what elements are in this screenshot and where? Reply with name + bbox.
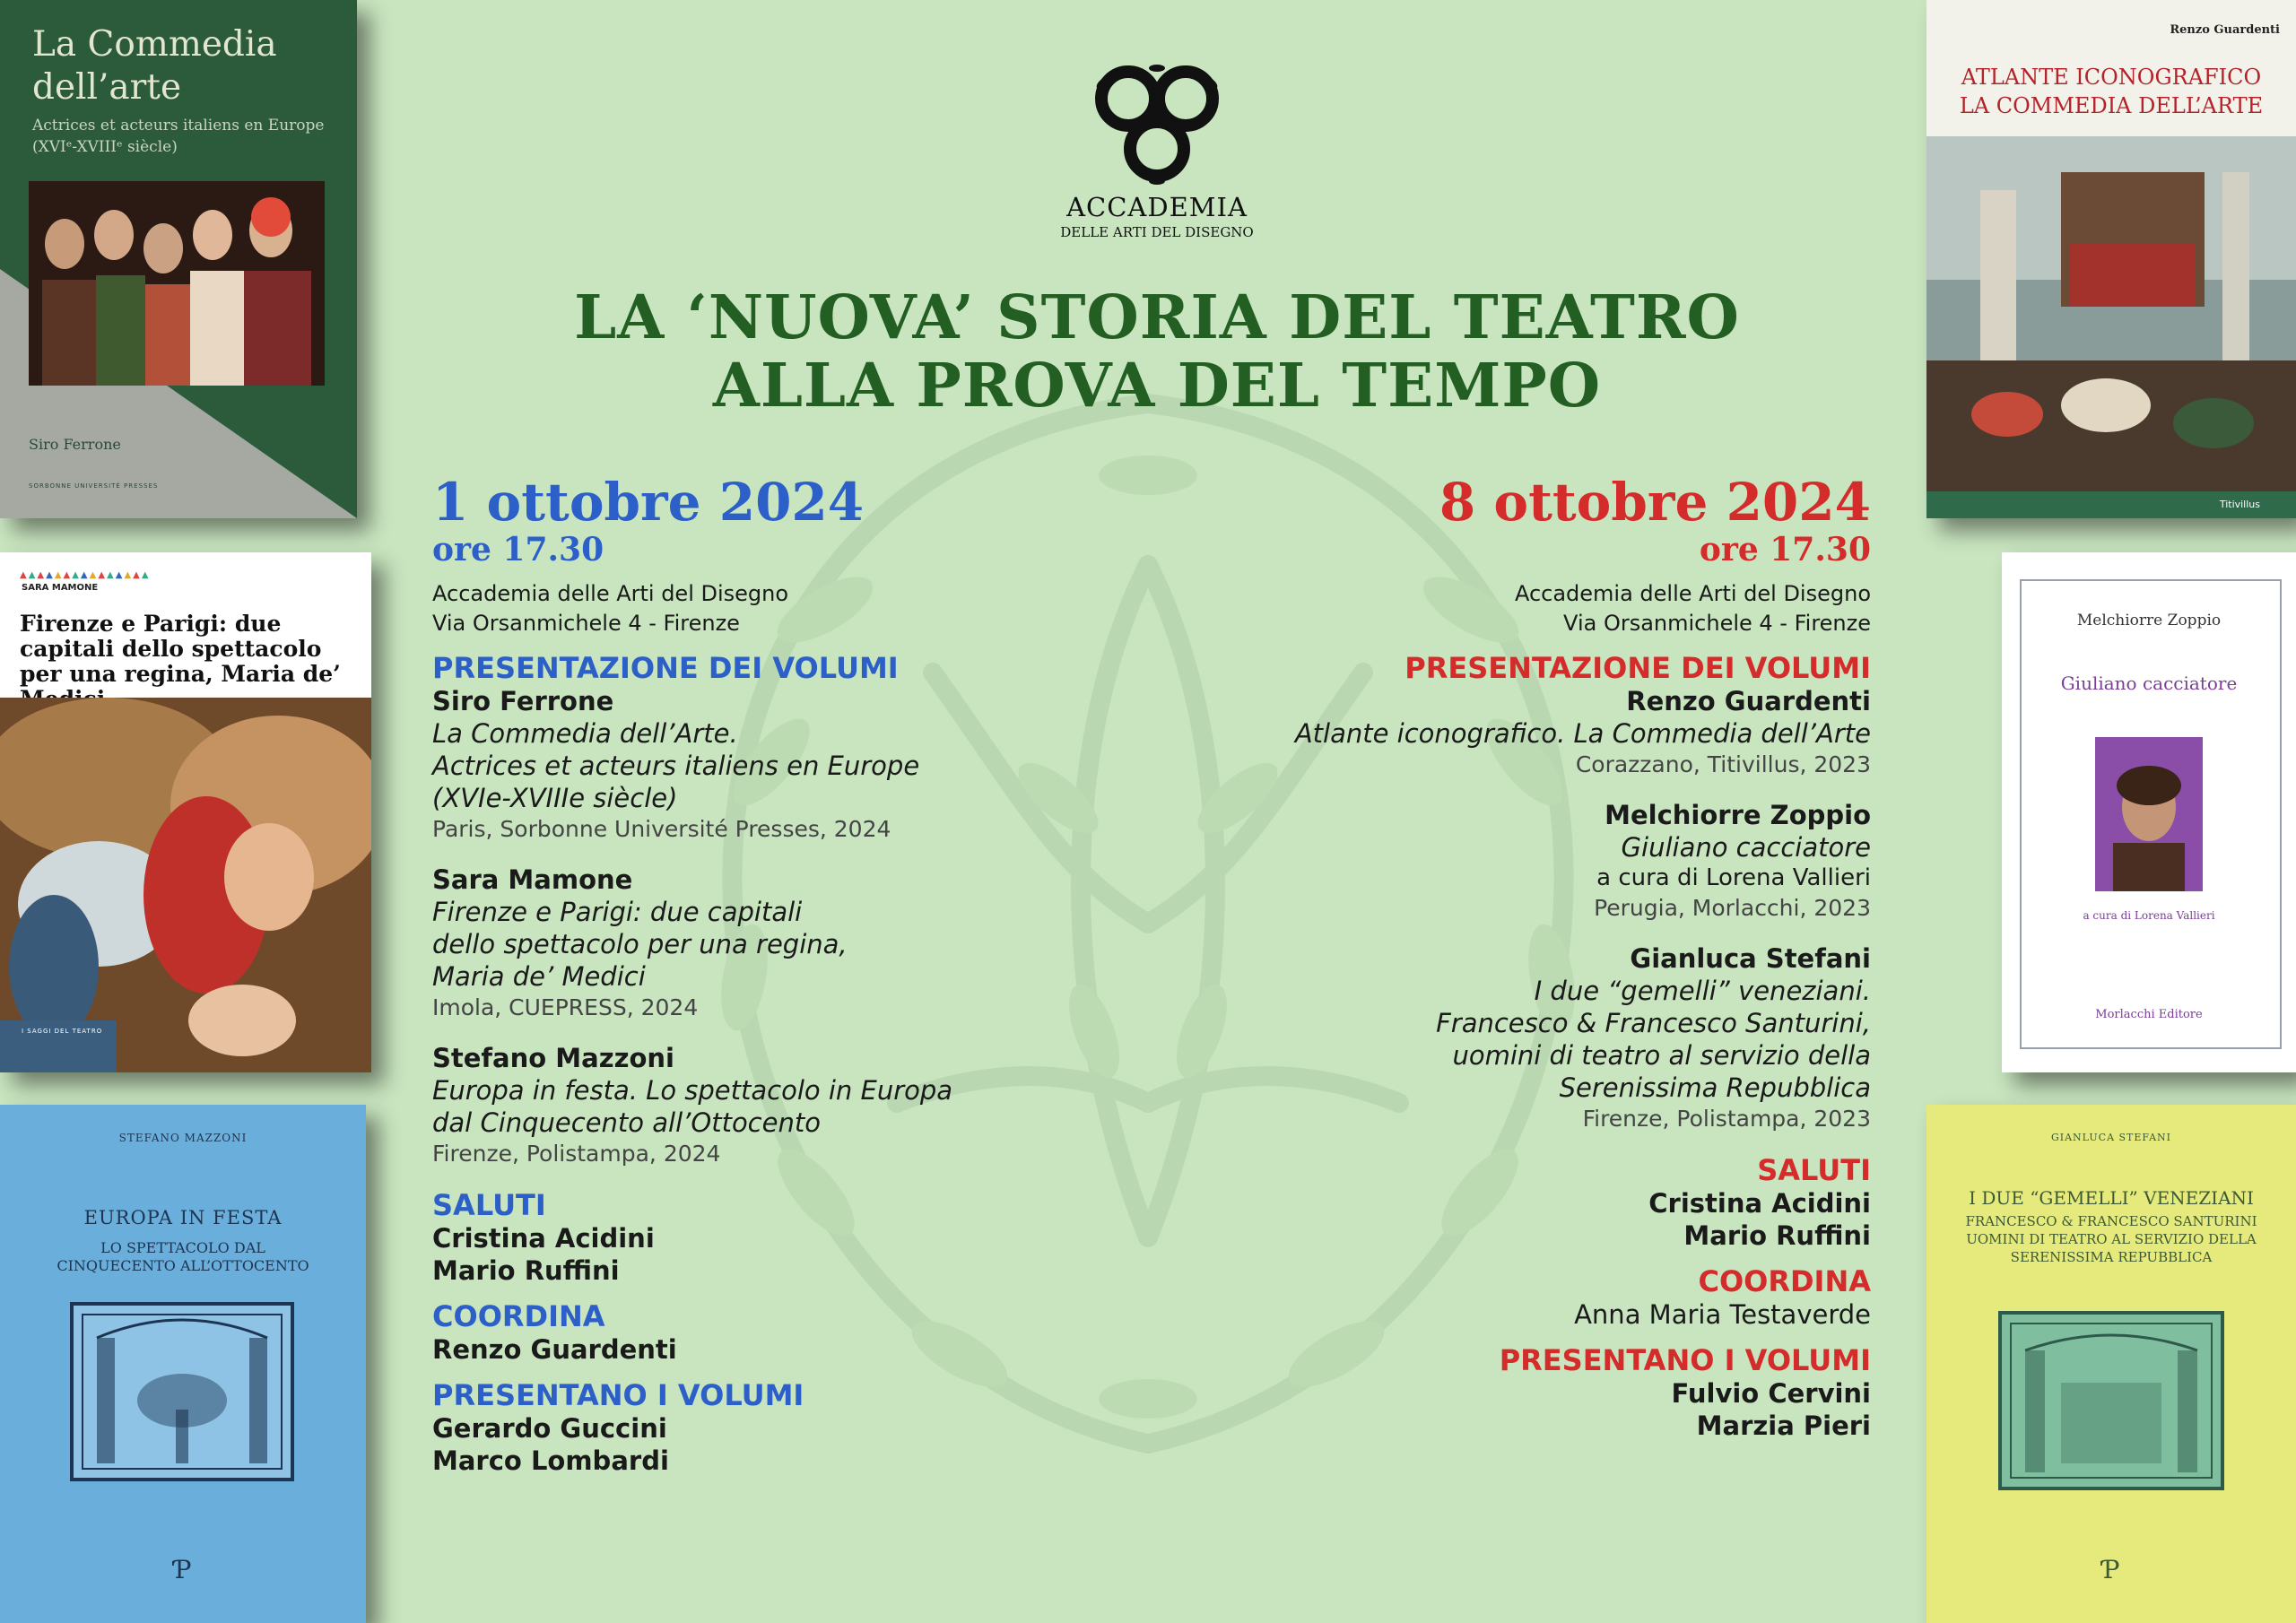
book-publisher: Firenze, Polistampa, 2024 [432, 1141, 721, 1167]
event1-coordina-name: Renzo Guardenti [432, 1334, 677, 1365]
book-author: Stefano Mazzoni [432, 1043, 674, 1073]
book-cover-europa-in-festa [0, 1105, 366, 1623]
event-8-october [1256, 472, 1871, 1442]
cover1-title-line1: La Commedia [32, 24, 277, 65]
book-title-line: Serenissima Repubblica [1559, 1072, 1871, 1103]
book-title-line: uomini di teatro al servizio della [1452, 1040, 1871, 1071]
event1-presentano-name: Marco Lombardi [432, 1445, 669, 1476]
cover5-author: Melchiorre Zoppio [2076, 612, 2222, 629]
cover1-author: Siro Ferrone [29, 436, 121, 453]
event1-book-3 [432, 1042, 1006, 1168]
event1-section-presentano: PRESENTANO I VOLUMI [432, 1378, 804, 1412]
event2-book-2 [1256, 799, 1871, 923]
book-author: Siro Ferrone [432, 686, 614, 716]
book-title-line: (XVIe-XVIIIe siècle) [432, 783, 678, 813]
title-line2: ALLA PROVA DEL TEMPO [712, 350, 1602, 421]
book-title-line: Giuliano cacciatore [1621, 832, 1871, 863]
cover4-author: Renzo Guardenti [2170, 23, 2280, 37]
cover3-title: EUROPA IN FESTA [83, 1207, 283, 1228]
event1-date: 1 ottobre 2024 [432, 472, 865, 533]
book-title-line: Firenze e Parigi: due capitali [432, 897, 803, 927]
book-publisher: Firenze, Polistampa, 2023 [1582, 1106, 1871, 1132]
accademia-logo [1049, 56, 1265, 244]
book-curator: a cura di Lorena Vallieri [1596, 864, 1871, 891]
cover2-flags-decoration: ▲▲▲▲▲▲▲▲▲▲▲▲▲▲▲ [20, 570, 151, 580]
cover6-subtitle: FRANCESCO & FRANCESCO SANTURINI UOMINI DI TEATRO AL SERVIZIO DELLA SERENISSIMA REPUBBLICA [1965, 1213, 2257, 1265]
poster-title [484, 283, 1830, 420]
event2-date: 8 ottobre 2024 [1439, 472, 1871, 533]
book-title-line: dello spettacolo per una regina, [432, 929, 848, 959]
book-cover-giuliano-cacciatore [2002, 552, 2296, 1072]
cover4-title-line2: LA COMMEDIA DELL’ARTE [1959, 93, 2264, 118]
cover2-painting [0, 698, 371, 1072]
book-cover-atlante-iconografico [1926, 0, 2296, 518]
book-cover-commedia-dellarte [0, 0, 357, 518]
cover3-engraving [70, 1302, 294, 1481]
event2-section-coordina: COORDINA [1698, 1264, 1871, 1298]
cover2-series: I SAGGI DEL TEATRO [22, 1028, 103, 1035]
event2-saluti-name: Mario Ruffini [1683, 1220, 1871, 1251]
book-title-line: Actrices et acteurs italiens en Europe [432, 751, 920, 781]
event-1-october [432, 472, 1006, 1477]
book-title-line: Maria de’ Medici [432, 961, 646, 992]
event2-saluti-name: Cristina Acidini [1648, 1188, 1871, 1219]
book-title-line: I due “gemelli” veneziani. [1534, 976, 1871, 1006]
cover5-title: Giuliano cacciatore [2060, 673, 2238, 694]
event1-section-coordina: COORDINA [432, 1299, 605, 1333]
event1-time: ore 17.30 [432, 531, 604, 568]
title-line1: LA ‘NUOVA’ STORIA DEL TEATRO [574, 282, 1740, 352]
cover4-painting [1926, 136, 2296, 518]
event1-book-2 [432, 864, 1006, 1022]
event2-section-presentazione: PRESENTAZIONE DEI VOLUMI [1405, 651, 1871, 685]
event1-venue-line1: Accademia delle Arti del Disegno [432, 581, 789, 606]
cover2-author: SARA MAMONE [22, 583, 99, 593]
event2-presentano-name: Fulvio Cervini [1671, 1378, 1871, 1409]
book-author: Gianluca Stefani [1630, 943, 1871, 974]
event2-section-saluti: SALUTI [1757, 1153, 1871, 1187]
cover5-publisher: Morlacchi Editore [2095, 1008, 2203, 1021]
cover1-painting [29, 181, 325, 386]
event2-time: ore 17.30 [1699, 531, 1871, 568]
cover1-title-line2: dell’arte [32, 67, 182, 108]
event2-venue-line1: Accademia delle Arti del Disegno [1514, 581, 1871, 606]
event1-venue-line2: Via Orsanmichele 4 - Firenze [432, 611, 740, 636]
cover5-curator: a cura di Lorena Vallieri [2083, 909, 2215, 922]
book-publisher: Perugia, Morlacchi, 2023 [1594, 895, 1871, 921]
cover3-publisher-logo: Ƥ [174, 1555, 192, 1584]
event2-venue-line2: Via Orsanmichele 4 - Firenze [1563, 611, 1871, 636]
book-author: Melchiorre Zoppio [1605, 800, 1871, 830]
event2-section-presentano: PRESENTANO I VOLUMI [1499, 1343, 1871, 1377]
cover3-author: STEFANO MAZZONI [118, 1132, 248, 1144]
cover2-title: Firenze e Parigi: due capitali dello spettacolo per una regina, Maria de’ [20, 611, 341, 687]
laurel-rings-icon [1085, 56, 1229, 190]
book-title-line: Atlante iconografico. La Commedia dell’Arte [1294, 718, 1871, 749]
event2-book-3 [1256, 942, 1871, 1133]
cover1-subtitle2: (XVIᵉ-XVIIIᵉ siècle) [32, 138, 178, 156]
event2-coordina-name: Anna Maria Testaverde [1574, 1299, 1871, 1330]
book-author: Sara Mamone [432, 864, 633, 895]
logo-text-accademia: ACCADEMIA [1066, 192, 1248, 222]
cover4-publisher: Titivillus [2219, 499, 2260, 510]
logo-text-arti-disegno: DELLE ARTI DEL DISEGNO [1060, 224, 1254, 240]
cover6-author: GIANLUCA STEFANI [2050, 1132, 2172, 1143]
book-publisher: Paris, Sorbonne Université Presses, 2024 [432, 816, 891, 842]
event2-book-1 [1256, 685, 1871, 779]
book-author: Renzo Guardenti [1626, 686, 1871, 716]
event1-book-1 [432, 685, 1006, 844]
cover6-title: I DUE “GEMELLI” VENEZIANI [1969, 1187, 2254, 1209]
cover4-title-line1: ATLANTE ICONOGRAFICO [1961, 65, 2262, 90]
cover1-subtitle: Actrices et acteurs italiens en Europe [32, 117, 325, 135]
cover6-engraving [1998, 1311, 2224, 1490]
book-publisher: Corazzano, Titivillus, 2023 [1575, 751, 1871, 777]
event1-saluti-name: Cristina Acidini [432, 1223, 655, 1254]
book-title-line: Europa in festa. Lo spettacolo in Europa [432, 1075, 953, 1106]
cover3-subtitle: LO SPETTACOLO DAL CINQUECENTO ALL’OTTOCENTO [57, 1239, 309, 1274]
event1-saluti-name: Mario Ruffini [432, 1255, 620, 1286]
book-title-line: dal Cinquecento all’Ottocento [432, 1107, 821, 1138]
book-title-line: La Commedia dell’Arte. [432, 718, 738, 749]
cover1-publisher: SORBONNE UNIVERSITÉ PRESSES [29, 482, 159, 490]
event2-presentano-name: Marzia Pieri [1696, 1410, 1871, 1441]
cover5-portrait [2095, 737, 2203, 891]
book-cover-due-gemelli-veneziani [1926, 1105, 2296, 1623]
event1-presentano-name: Gerardo Guccini [432, 1413, 667, 1444]
event1-section-saluti: SALUTI [432, 1188, 546, 1222]
book-title-line: Francesco & Francesco Santurini, [1436, 1008, 1871, 1038]
book-publisher: Imola, CUEPRESS, 2024 [432, 994, 699, 1020]
event1-section-presentazione: PRESENTAZIONE DEI VOLUMI [432, 651, 899, 685]
book-cover-firenze-e-parigi [0, 552, 371, 1072]
cover6-publisher-logo: Ƥ [2102, 1555, 2120, 1584]
